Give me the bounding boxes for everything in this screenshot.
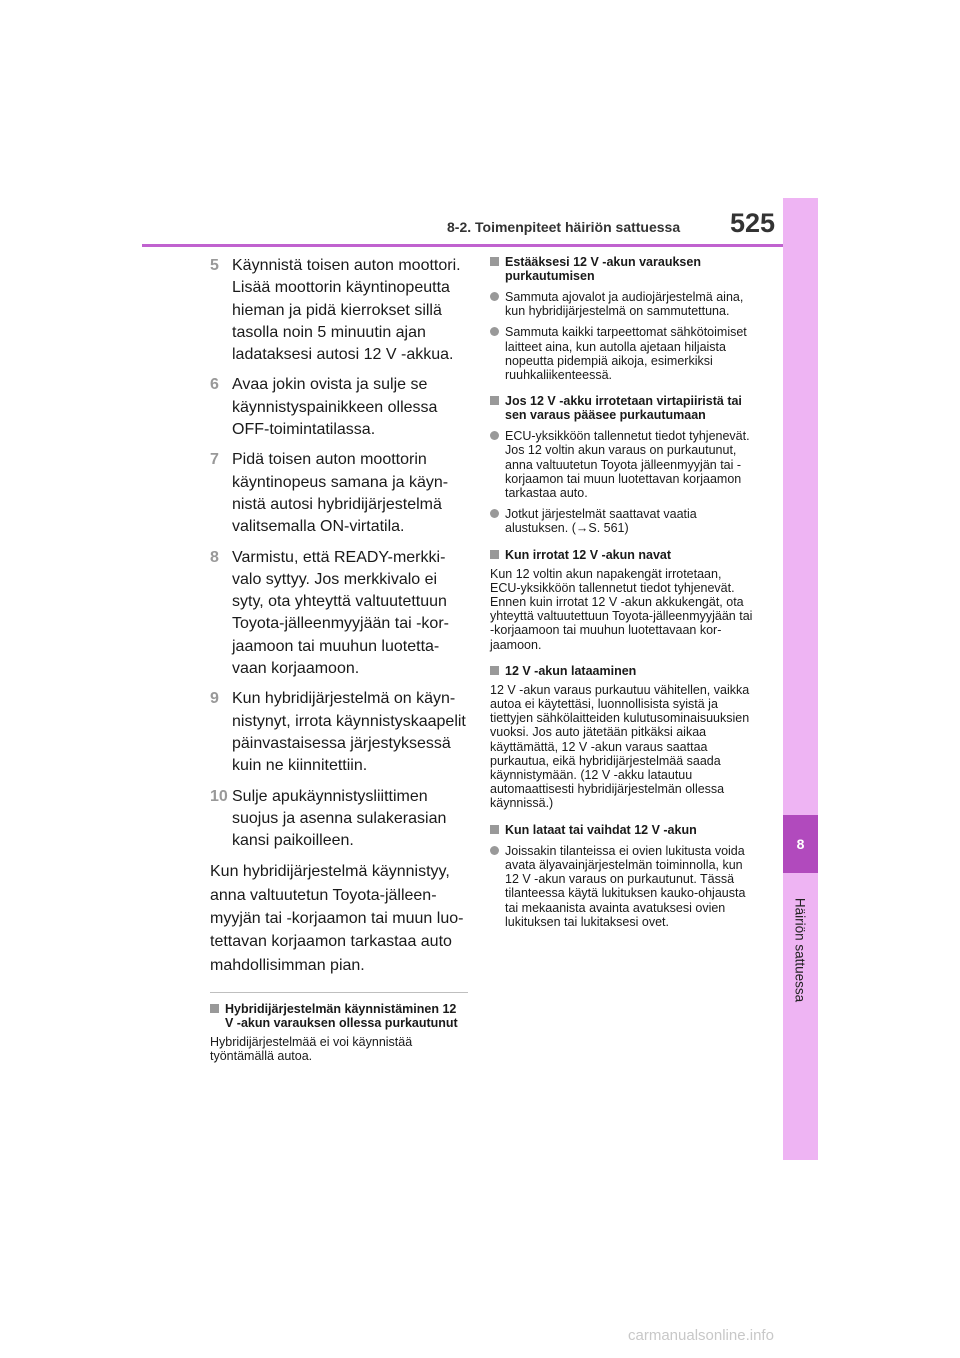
note-heading (490, 394, 755, 422)
square-bullet-icon (490, 550, 499, 559)
step-number: 5 (210, 257, 219, 274)
left-column (210, 255, 468, 1063)
note-heading (490, 548, 755, 562)
step-number: 7 (210, 451, 219, 469)
header-divider (142, 244, 783, 247)
note-heading-text: Hybridijärjestelmän käynnistäminen 12 V -akun varauksen ollessa purkautunut (225, 1001, 458, 1030)
square-bullet-icon (490, 257, 499, 266)
step-number: 10 (210, 787, 228, 805)
bullet-text: Jotkut järjestelmät saattavat vaatia alustuksen. (→S. 561) (505, 507, 697, 536)
step-number: 8 (210, 548, 219, 566)
square-bullet-icon (490, 825, 499, 834)
bullet-text: Sammuta ajovalot ja audiojärjestelmä aina, kun hybridijärjestelmä on sammutettuna. (505, 290, 744, 319)
closing-paragraph: Kun hybridijärjestelmä käynnistyy, anna valtuutetun Toyota-jälleenmyyjän tai -korjaamon tai muun luotettavan korjaamon tarkastaa auto mahdollisimman pian. (210, 863, 464, 974)
section-title: 8-2. Toimenpiteet häiriön sattuessa (447, 219, 681, 235)
bullet-item (490, 325, 755, 382)
step-text: Varmistu, että READY-merkkivalo syttyy. Jos merkkivalo ei syty, ota yhteyttä valtuutettuun Toyota-jälleenmyyjään tai -korjaamoon tai muuhun luotettavaan korjaamoon. (232, 548, 449, 678)
step-text: Käynnistä toisen auton moottori. Lisää moottorin käyntinopeutta hieman ja pidä kierrokset sillä tasolla noin 5 minuutin ajan ladataksesi autosi 12 V -akkua. (232, 257, 461, 364)
section-divider (210, 992, 468, 993)
circle-bullet-icon (490, 846, 499, 855)
square-bullet-icon (490, 396, 499, 405)
footer-watermark: carmanualsonline.info (628, 1327, 774, 1344)
note-text: Kun 12 voltin akun napakengät irrotetaan, ECU-yksikköön tallennetut tiedot tyhjenevät. Ennen kuin irrotat 12 V -akun akkukengät, ota yhteyttä valtuutettuun Toyota-jälleenmyyjään tai -korjaamoon tai muuhun luotettavaan korjaamoon. (490, 566, 753, 652)
note-heading-text: Jos 12 V -akku irrotetaan virtapiiristä tai sen varaus pääsee purkautumaan (505, 394, 742, 423)
note-heading (490, 823, 755, 837)
step-text: Avaa jokin ovista ja sulje se käynnistyspainikkeen ollessa OFF-toimintatilassa. (232, 376, 438, 439)
bullet-item (490, 429, 755, 500)
note-heading (490, 255, 755, 283)
bullet-text: Sammuta kaikki tarpeettomat sähkötoimiset laitteet aina, kun autolla ajetaan hiljaista nopeutta pidempiä aikoja, esimerkiksi ruuhkaliikenteessä. (505, 325, 747, 383)
note-text: Hybridijärjestelmää ei voi käynnistää työntämällä autoa. (210, 1034, 413, 1064)
page-number: 525 (729, 208, 775, 238)
circle-bullet-icon (490, 327, 499, 336)
note-heading-text: Kun irrotat 12 V -akun navat (505, 547, 672, 562)
step-number: 6 (210, 376, 219, 394)
circle-bullet-icon (490, 431, 499, 440)
square-bullet-icon (490, 666, 499, 675)
bullet-item (490, 844, 755, 929)
step-text: Pidä toisen auton moottorin käyntinopeus samana ja käynnistä autosi hybridijärjestelmä valitsemalla ON-virtatila. (232, 451, 449, 536)
step-number: 9 (210, 690, 219, 708)
chapter-label: Häiriön sattuessa (792, 897, 808, 1003)
bullet-item (490, 507, 755, 535)
bullet-text: Joissakin tilanteissa ei ovien lukitusta voida avata älyavainjärjestelmän toiminnolla, kun 12 V -akun varaus on purkautunut. Tässä tilanteessa käytä lukituksen kauko-ohjausta tai mekaanista avainta avatuksesi ovien lukituksen tai lukitaksesi ovet. (505, 843, 746, 929)
note-heading (210, 1002, 468, 1030)
step-item (210, 786, 468, 853)
circle-bullet-icon (490, 292, 499, 301)
note-heading-text: Kun lataat tai vaihdat 12 V -akun (505, 822, 697, 837)
step-item (210, 547, 468, 681)
bullet-text: ECU-yksikköön tallennetut tiedot tyhjenevät. Jos 12 voltin akun varaus on purkautunut, anna valtuutetun Toyota jälleenmyyjän tai -korjaamon tai muun luotettavan korjaamon tarkastaa auto. (505, 429, 750, 501)
step-text: Kun hybridijärjestelmä on käynnistynyt, irrota käynnistyskaapelit päinvastaisessa järjestyksessä kuin ne kiinnitettiin. (232, 690, 466, 775)
note-heading (490, 664, 755, 678)
step-item (210, 688, 468, 777)
note-heading-text: Estääksesi 12 V -akun varauksen purkautumisen (505, 255, 701, 283)
note-heading-text: 12 V -akun lataaminen (505, 663, 637, 678)
step-text: Sulje apukäynnistysliittimen suojus ja asenna sulakerasian kansi paikoilleen. (232, 787, 447, 850)
note-text: 12 V -akun varaus purkautuu vähitellen, vaikka autoa ei käytettäsi, luonnollisista syistä ja tiettyjen sähkölaitteiden kulutusominaisuuksien vuoksi. Jos auto jätetään pitkäksi aikaa käyttämättä, 12 V -akun varaus saattaa purkautua, eikä hybridijärjestelmää saada käynnistymään. (12 V -akku latautuu automaattisesti hybridijärjestelmän ollessa käynnissä.) (490, 682, 750, 811)
square-bullet-icon (210, 1004, 219, 1013)
right-column (490, 255, 755, 929)
circle-bullet-icon (490, 509, 499, 518)
step-item (210, 374, 468, 441)
step-item (210, 449, 468, 538)
bullet-item (490, 290, 755, 318)
step-item (210, 255, 468, 366)
chapter-number: 8 (783, 815, 818, 873)
chapter-side-tab (783, 198, 818, 1160)
